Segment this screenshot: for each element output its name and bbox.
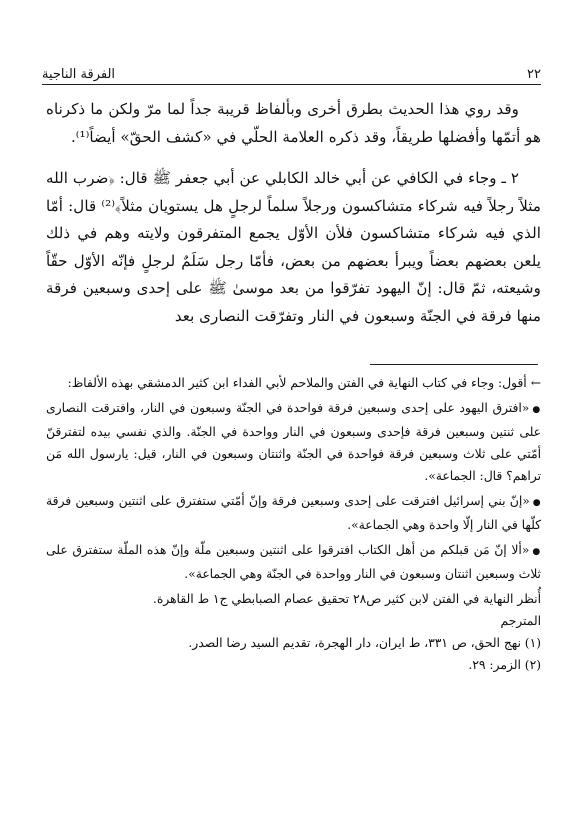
continuation-arrow-icon: ← — [530, 376, 541, 390]
footnote-separator — [370, 364, 538, 365]
hadith-text-2: «إنّ بني إسرائيل افترقت على إحدى وسبعين فرقة وإنّ أمّتي ستفترق على اثنتين وسبعين فرقة كلّها في النار إلّا واحدة وهي الجماعة». — [46, 494, 541, 532]
footnote-1: (١) نهج الحق، ص ٣٣١، ط ايران، دار الهجرة، تقديم السيد رضا الصدر. — [188, 636, 541, 650]
paragraph-2: ٢ ـ وجاء في الكافي عن أبي خالد الكابلي عن أبي جعفر ﷺ قال: ﴿ضرب الله مثلاً رجلاً فيه شركاء متشاكسون ورجلاً سلماً لرجلٍ هل يستويان مثلاً﴾⁽²⁾ قال: أمّا الذي فيه شركاء متشاكسون فلأن الأوّل يجمع المتفرقون ولايته وهم في ذلك يلعن بعضهم بعضاً ويبرأ بعضهم من بعض، فأمّا رجل سَلَمٌ لرجلٍ فإنّه الأوّل حقّاً وشيعته، ثمّ قال: إنّ اليهود تفرّقوا من بعد موسىٰ ﷺ على إحدى وسبعين فرقة منها فرقة في الجنّة وسبعون في النار وتفرّقت النصارى بعد — [46, 169, 541, 325]
footnote-intro — [46, 372, 541, 394]
hadith-item-1 — [46, 397, 541, 487]
running-title: الفرقة الناجية — [42, 67, 116, 82]
numbered-footnotes — [46, 632, 541, 676]
hadith-text-3: «ألا إنّ مَن قبلكم من أهل الكتاب افترقوا على اثنتين وسبعين ملّة وإنّ هذه الملّة ستفترق على ثلاث وسبعين اثنتان وسبعون في النار وواحدة في الجنّة وهي الجماعة». — [46, 543, 541, 581]
hadith-text-1: «افترق اليهود على إحدى وسبعين فرقة فواحدة في الجنّة وسبعون في النار، وافترقت النصارى على ثنتين وسبعين فرقة فإحدى وسبعون في النار وواحدة في الجنّة. والذي نفسي بيده لتفترقنّ أمّتي على ثلاث وسبعين فرقة فواحدة في الجنّة واثنتان وسبعون في النار، قيل: يارسول الله مَن تراهم؟ قال: الجماعة». — [46, 401, 541, 483]
footnotes — [46, 372, 541, 676]
source-citation: أُنظر النهاية في الفتن لابن كثير ص٢٨ تحقيق عصام الصبابطي ج١ ط القاهرة. — [152, 592, 541, 606]
footnote-2: (٢) الزمر: ٢٩. — [468, 658, 541, 672]
bullet-icon: ● — [532, 547, 541, 557]
footnote-intro-text: أقول: وجاء في كتاب النهاية في الفتن والملاحم لأبي الفداء ابن كثير الدمشقي بهذه الألفاظ: — [67, 376, 527, 390]
page-header — [42, 62, 541, 85]
translator-note: المترجم — [500, 614, 541, 628]
page-number: ٢٢ — [527, 67, 541, 82]
hadith-item-3 — [46, 539, 541, 585]
bullet-icon: ● — [532, 498, 541, 508]
hadith-item-2 — [46, 490, 541, 536]
paragraph-1: وقد روي هذا الحديث بطرق أخرى وبألفاظ قريبة جداً لما مرّ ولكن ما ذكرناه هو أتمّها وأفضلها طريقاً، وقد ذكره العلامة الحلّي في «كشف الحقّ» أيضاً⁽¹⁾. — [46, 100, 541, 146]
bullet-icon: ● — [532, 405, 541, 415]
main-text — [46, 96, 541, 330]
